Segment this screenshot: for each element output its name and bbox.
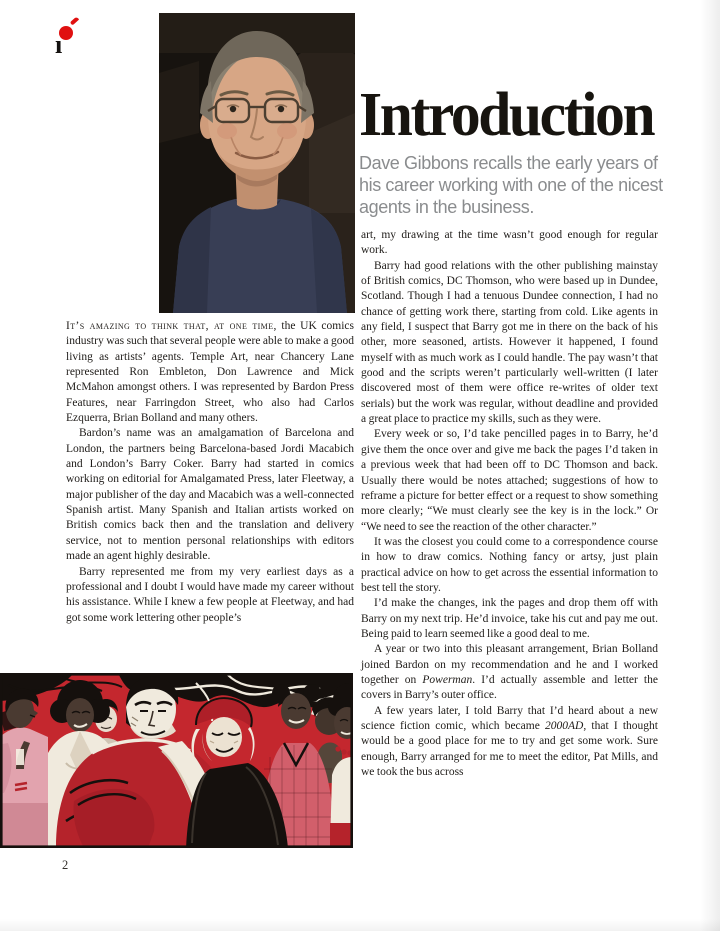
portrait-photo-art	[159, 13, 355, 313]
body-paragraph: Barry had good relations with the other publishing mainstay of British comics, DC Thomson, who were based up in Dundee, Scotland. Though I had a tenuous Dundee connection, I had no chance of getting work there, starting from cold. Like agents in any field, I suspect that Barry got me in there on the back of his other, more seasoned, artists. However it happened, I found myself with as much work as I could handle. The pay wasn’t that good and the scripts weren’t particularly well-written (I later discovered most of them were office re-writes of older text serials) but the work was regular, without deadline and provided a great place to practice my skills, such as they were.	[361, 259, 658, 426]
body-paragraph: Bardon’s name was an amalgamation of Barcelona and London, the partners being Barcelona-based Jordi Macabich and London’s Barry Coker. Barry had started in comics working on editorial for Amalgamated Press, later Fleetway, a major publisher of the day and Macabich was a well-connected Spanish artist. Many Spanish and Italian artists worked on British comics back then and the translation and delivery service, not to mention personal relationships with editors made an agent highly desirable.	[66, 427, 354, 563]
page-bottom-shadow	[0, 919, 720, 931]
crowd-illustration	[0, 673, 353, 848]
body-paragraph: I’d make the changes, ink the pages and drop them off with Barry on my next trip. He’d invoice, take his cut and pay me out. Being paid to learn seemed like a good deal to me.	[361, 597, 658, 640]
body-paragraph: It’s amazing to think that, at one time, the UK comics industry was such that several people were able to make a good living as artists’ agents. Temple Art, near Chancery Lane represented Ron Embleton, Don Lawrence and Mick McMahon amongst others. I was represented by Bardon Press Features, near Farringdon Street, who also had Carlos Ezquerra, Brian Bolland and many others.	[66, 320, 354, 425]
article-subtitle: Dave Gibbons recalls the early years of his career working with one of the nicest agents in the business.	[359, 153, 663, 217]
body-paragraph: It was the closest you could come to a correspondence course in how to draw comics. Nothing fancy or artsy, just plain practical advice on how to get across the essential information to best tell the story.	[361, 535, 658, 594]
page-edge-shadow	[700, 0, 720, 931]
logo-flick-icon	[70, 17, 79, 26]
left-text-column	[66, 319, 354, 671]
page-number: 2	[62, 858, 69, 872]
portrait-photo	[159, 13, 355, 313]
body-paragraph: art, my drawing at the time wasn’t good enough for regular work.	[361, 229, 658, 257]
body-paragraph: A year or two into this pleasant arrangement, Brian Bolland joined Bardon on my recommendation and he and I worked together on Powerman. I’d actually assemble and letter the covers in Barry’s outer office.	[361, 643, 658, 702]
crowd-illustration-art	[0, 673, 353, 848]
right-text-column	[361, 228, 658, 902]
page-title: Introduction	[359, 81, 654, 149]
publisher-logo-icon	[55, 18, 85, 60]
article-header	[359, 81, 669, 219]
body-paragraph: Barry represented me from my very earliest days as a professional and I doubt I would have made my career without his assistance. While I knew a few people at Fleetway, and had got some work lettering other people’s	[66, 565, 354, 624]
body-paragraph: A few years later, I told Barry that I’d heard about a new science fiction comic, which became 2000AD, that I thought would be a good place for me to try and get some work. Sure enough, Barry arranged for me to meet the editor, Pat Mills, and we took the bus across	[361, 704, 659, 779]
body-paragraph: Every week or so, I’d take pencilled pages in to Barry, he’d give them the once over and give me back the pages I’d taken in a previous week that had been off to DC Thomson and back. Usually there would be notes attached; suggestions of how to reframe a picture for better effect or a request to show something more clearly; “We must clearly see the key is in the lock.” Or “We need to see the reaction of the other character.”	[361, 428, 658, 533]
logo-stem: ı	[55, 30, 63, 59]
